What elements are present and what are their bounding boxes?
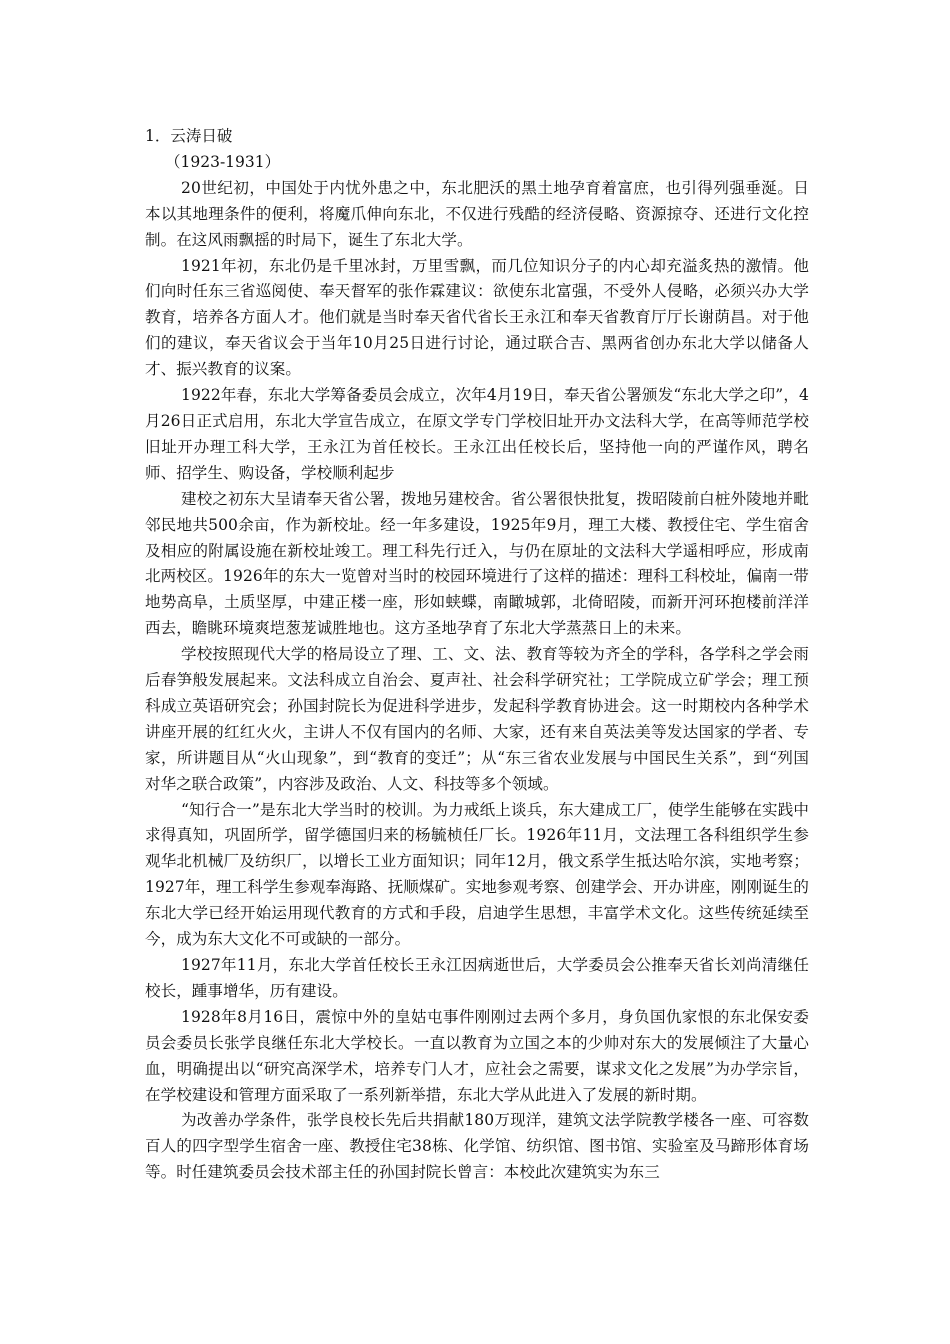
paragraph-6: “知行合一”是东北大学当时的校训。为力戒纸上谈兵，东大建成工厂，使学生能够在实践中求得真知，巩固所学，留学德国归来的杨毓桢任厂长。1926年11月，文法理工各科组织学生参观华北机械厂及纺织厂，以增长工业方面知识；同年12月，俄文系学生抵达哈尔滨，实地考察；1927年，理工科学生参观奉海路、抚顺煤矿。实地参观考察、创建学会、开办讲座，刚刚诞生的东北大学已经开始运用现代教育的方式和手段，启迪学生思想，丰富学术文化。这些传统延续至今，成为东大文化不可或缺的一部分。 [145,800,809,949]
section-period: （1923-1931） [165,152,281,171]
document-body [145,124,809,1186]
paragraph-1: 20世纪初，中国处于内忧外患之中，东北肥沃的黑土地孕育着富庶，也引得列强垂涎。日本以其地理条件的便利，将魔爪伸向东北，不仅进行残酷的经济侵略、资源掠夺、还进行文化控制。在这风雨飘摇的时局下，诞生了东北大学。 [145,178,809,249]
paragraph-7: 1927年11月，东北大学首任校长王永江因病逝世后，大学委员会公推奉天省长刘尚清继任校长，踵事增华，历有建设。 [145,956,809,1000]
paragraph-8: 1928年8月16日，震惊中外的皇姑屯事件刚刚过去两个多月，身负国仇家恨的东北保安委员会委员长张学良继任东北大学校长。一直以教育为立国之本的少帅对东大的发展倾注了大量心血，明确提出以“研究高深学术，培养专门人才，应社会之需要，谋求文化之发展”为办学宗旨，在学校建设和管理方面采取了一系列新举措，东北大学从此进入了发展的新时期。 [145,1007,809,1104]
paragraph-3: 1922年春，东北大学筹备委员会成立，次年4月19日，奉天省公署颁发“东北大学之印”，4月26日正式启用，东北大学宣告成立，在原文学专门学校旧址开办文法科大学，在高等师范学校旧址开办理工科大学，王永江为首任校长。王永江出任校长后，坚持他一向的严谨作风，聘名师、招学生、购设备，学校顺利起步 [145,386,809,482]
section-heading: 1．云涛日破 [145,127,233,145]
paragraph-5: 学校按照现代大学的格局设立了理、工、文、法、教育等较为齐全的学科，各学科之学会雨后春笋般发展起来。文法科成立自治会、夏声社、社会科学研究社；工学院成立矿学会；理工预科成立英语研究会；孙国封院长为促进科学进步，发起科学教育协进会。这一时期校内各种学术讲座开展的红红火火，主讲人不仅有国内的名师、大家，还有来自英法美等发达国家的学者、专家，所讲题目从“火山现象”，到“教育的变迁”；从“东三省农业发展与中国民生关系”，到“列国对华之联合政策”，内容涉及政治、人文、科技等多个领域。 [145,645,809,793]
paragraph-2: 1921年初，东北仍是千里冰封，万里雪飘，而几位知识分子的内心却充溢炙热的激情。他们向时任东三省巡阅使、奉天督军的张作霖建议：欲使东北富强，不受外人侵略，必须兴办大学教育，培养各方面人才。他们就是当时奉天省代省长王永江和奉天省教育厅厅长谢荫昌。对于他们的建议，奉天省议会于当年10月25日进行讨论，通过联合吉、黑两省创办东北大学以储备人才、振兴教育的议案。 [145,256,809,379]
paragraph-4: 建校之初东大呈请奉天省公署，拨地另建校舍。省公署很快批复，拨昭陵前白桩外陵地并毗邻民地共500余亩，作为新校址。经一年多建设，1925年9月，理工大楼、教授住宅、学生宿舍及相应的附属设施在新校址竣工。理工科先行迁入，与仍在原址的文法科大学遥相呼应，形成南北两校区。1926年的东大一览曾对当时的校园环境进行了这样的描述：理科工科校址，偏南一带地势高阜，土质坚厚，中建正楼一座，形如蛱蝶，南瞰城郭，北倚昭陵，而新开河环抱楼前洋洋西去，瞻眺环境爽垲葱茏诚胜地也。这方圣地孕育了东北大学蒸蒸日上的未来。 [145,489,809,638]
paragraph-9: 为改善办学条件，张学良校长先后共捐献180万现洋，建筑文法学院教学楼各一座、可容数百人的四字型学生宿舍一座、教授住宅38栋、化学馆、纺织馆、图书馆、实验室及马蹄形体育场等。时任建筑委员会技术部主任的孙国封院长曾言：本校此次建筑实为东三 [145,1111,809,1182]
